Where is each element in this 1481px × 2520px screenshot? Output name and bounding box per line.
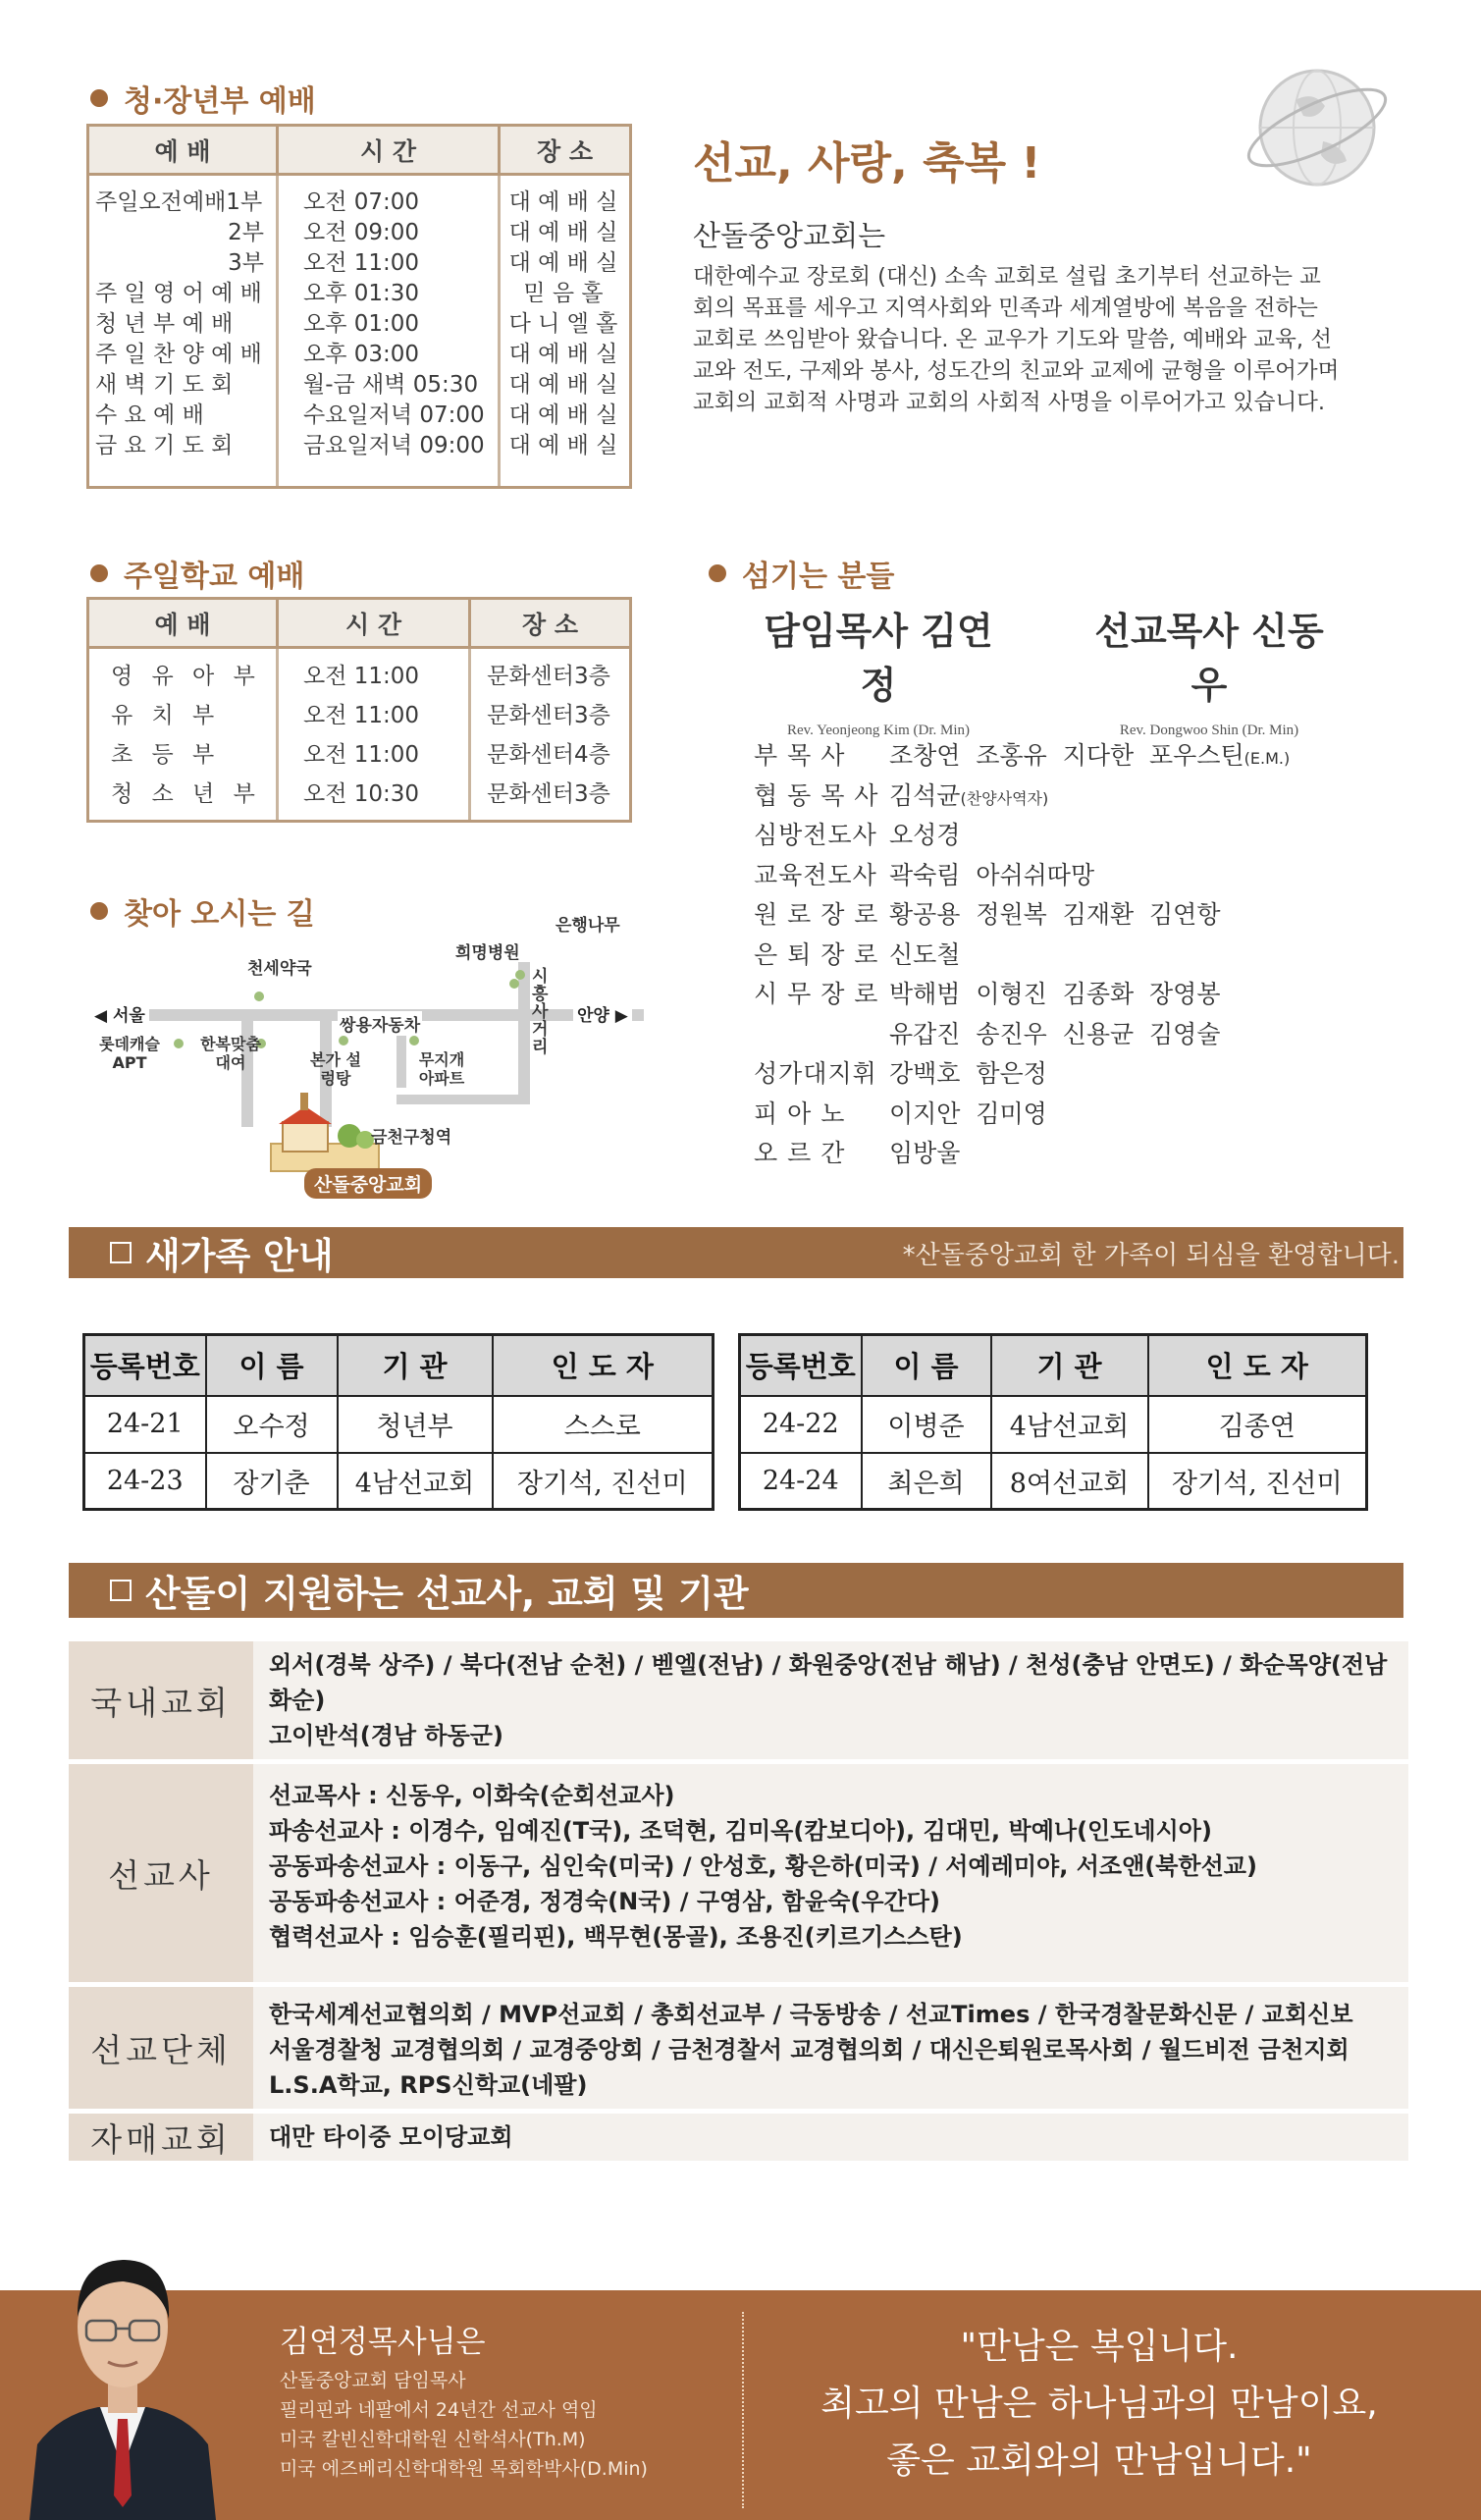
worship-time: 월-금 새벽 05:30 xyxy=(303,372,479,398)
staff-role: 심방전도사 xyxy=(754,821,877,850)
worship-name: 새 벽 기 도 회 xyxy=(95,372,234,398)
worship-time: 오후 01:30 xyxy=(303,281,420,306)
table-row xyxy=(84,1453,714,1510)
table-cell: 장기춘 xyxy=(206,1453,338,1510)
worship-place: 대 예 배 실 xyxy=(508,220,618,245)
staff-role: 은 퇴 장 로 xyxy=(754,939,879,969)
support-line: 공동파송선교사 : 어준경, 정경숙(N국) / 구영삼, 함윤숙(우간다) xyxy=(269,1888,940,1915)
map-label-anyang: 안양 ▶ xyxy=(573,1001,632,1026)
staff-row xyxy=(754,973,1290,1013)
worship-name: 초 등 부 xyxy=(111,742,221,768)
table-row xyxy=(89,340,629,370)
support-line: 파송선교사 : 이경수, 임예진(T국), 조덕현, 김미옥(캄보디아), 김대민, 박예나(인도네시아) xyxy=(269,1817,1212,1845)
support-row xyxy=(69,1987,1408,2109)
staff-names xyxy=(889,856,1094,891)
support-table xyxy=(69,1641,1408,2166)
worship-place: 문화센터3층 xyxy=(487,664,610,689)
worship-name: 주 일 찬 양 예 배 xyxy=(95,342,262,367)
table-row xyxy=(84,1396,714,1453)
staff-role: 협 동 목 사 xyxy=(754,780,879,810)
table-row xyxy=(740,1453,1367,1510)
table-row xyxy=(89,188,629,218)
worship-place: 대 예 배 실 xyxy=(508,372,618,398)
support-line: 외서(경북 상주) / 북다(전남 순천) / 벧엘(전남) / 화원중앙(전남 해남) / 천성(충남 안면도) / 화순목양(전남 화순) xyxy=(269,1651,1388,1714)
worship-name: 3부 xyxy=(228,250,264,276)
staff-row xyxy=(754,1052,1290,1093)
globe-icon xyxy=(1239,49,1396,206)
youth-worship-table: 예 배 시 간 장 소 주일오전예배1부 오전 07:00 대 예 배 실 2부 오전 09:00 대 예 배 실 3부 오전 11:00 대 예 배 실 주 일 영 어 예 배 오후 01:30 믿 음 홀 청 년 부 예 배 오후 01:00 다 니 엘 홀 주 일 찬 양 예 배 오후 03:00 대 예 배 실 새 벽 기 도 회 월-금 새벽 05:30 대 예 배 실 수 요 예 배 수요일저녁 07:00 대 예 배 실 금 요 기 도 회 금요일저녁 09:00 대 예 배 실 xyxy=(86,124,632,489)
table-row xyxy=(740,1396,1367,1453)
staff-list xyxy=(754,734,1290,1172)
worship-name: 2부 xyxy=(228,220,264,245)
support-content xyxy=(253,1641,1408,1759)
staff-name-text: 황공용 정원복 김재환 김연항 xyxy=(889,900,1221,930)
map-label-mujigae: 무지개 아파트 xyxy=(418,1050,465,1088)
footer-pastor-name: 김연정목사님은 xyxy=(280,2325,486,2360)
staff-row xyxy=(754,893,1290,934)
map-label-church: 산돌중앙교회 xyxy=(304,1168,432,1199)
worship-time: 오후 01:00 xyxy=(303,311,420,337)
staff-name-text: 이지안 김미영 xyxy=(889,1099,1047,1128)
worship-name: 영 유 아 부 xyxy=(111,664,261,689)
worship-time: 오전 10:30 xyxy=(303,781,420,807)
table-cell: 8여선교회 xyxy=(991,1453,1148,1510)
table-cell: 24-23 xyxy=(84,1453,206,1510)
missionary-pastor: 선교목사 신동우 Rev. Dongwoo Shin (Dr. Min) xyxy=(1094,609,1324,738)
staff-role: 시 무 장 로 xyxy=(754,980,879,1009)
staff-names xyxy=(889,816,960,851)
table-row xyxy=(89,370,629,401)
directions-title: 찾아 오시는 길 xyxy=(90,889,315,933)
worship-place: 대 예 배 실 xyxy=(508,433,618,458)
staff-role: 오 르 간 xyxy=(754,1139,846,1168)
support-content xyxy=(253,1987,1408,2109)
worship-time: 오전 11:00 xyxy=(303,703,420,728)
staff-names xyxy=(889,1015,1220,1050)
staff-row xyxy=(754,814,1290,854)
table-row xyxy=(89,775,629,814)
worship-place: 문화센터3층 xyxy=(487,781,610,807)
staff-role: 피 아 노 xyxy=(754,1099,846,1128)
intro-title: 선교, 사랑, 축복 ! xyxy=(693,138,1041,188)
support-label: 선교단체 xyxy=(69,1987,253,2109)
staff-name-text: 박해범 이형진 김종화 장영봉 xyxy=(889,980,1221,1009)
table-cell: 청년부 xyxy=(338,1396,493,1453)
footer-pastor-bio: 산돌중앙교회 담임목사 필리핀과 네팔에서 24년간 선교사 역임 미국 칼빈신학대학원 신학석사(Th.M) 미국 에즈베리신학대학원 목회학박사(D.Min) xyxy=(280,2370,648,2480)
table-cell: 24-21 xyxy=(84,1396,206,1453)
support-row xyxy=(69,2114,1408,2161)
staff-names xyxy=(889,936,960,971)
intro-subtitle: 산돌중앙교회는 xyxy=(693,219,886,252)
senior-pastor: 담임목사 김연정 Rev. Yeonjeong Kim (Dr. Min) xyxy=(764,609,993,738)
staff-names xyxy=(889,777,1048,812)
worship-place: 대 예 배 실 xyxy=(508,342,618,367)
staff-name-text: 강백호 함은정 xyxy=(889,1059,1047,1089)
staff-row xyxy=(754,854,1290,894)
checkbox-icon xyxy=(110,1580,132,1601)
worship-place: 문화센터3층 xyxy=(487,703,610,728)
staff-role: 부 목 사 xyxy=(754,741,846,771)
table-row xyxy=(89,401,629,431)
worship-place: 대 예 배 실 xyxy=(508,189,618,215)
staff-names xyxy=(889,1095,1047,1130)
staff-role: 원 로 장 로 xyxy=(754,900,879,930)
worship-name: 유 치 부 xyxy=(111,703,221,728)
worship-place: 다 니 엘 홀 xyxy=(508,311,618,337)
worship-time: 오전 07:00 xyxy=(303,189,420,215)
table-cell: 장기석, 진선미 xyxy=(1148,1453,1367,1510)
table-row xyxy=(89,696,629,735)
table-cell: 24-24 xyxy=(740,1453,862,1510)
table-cell: 장기석, 진선미 xyxy=(493,1453,714,1510)
servants-title: 섬기는 분들 xyxy=(709,552,894,595)
new-family-table-left: 등록번호 이 름 기 관 인 도 자 24-21 오수정 청년부 스스로 24-23 장기춘 4남선교회 장기석, 진선미 xyxy=(82,1333,714,1511)
map-label-ssangyong: 쌍용자동차 xyxy=(338,1011,422,1036)
staff-names xyxy=(889,736,1290,772)
support-line: 고이반석(경남 하동군) xyxy=(269,1722,503,1749)
worship-time: 오후 03:00 xyxy=(303,342,420,367)
map-label-bongabon: 본가 설렁탕 xyxy=(310,1050,361,1088)
worship-time: 오전 09:00 xyxy=(303,220,420,245)
footer-divider xyxy=(742,2312,744,2508)
support-line: 대만 타이중 모이당교회 xyxy=(269,2123,513,2151)
support-label: 자매교회 xyxy=(69,2114,253,2161)
support-row xyxy=(69,1641,1408,1759)
map-label-sihung: 시흥사거리 xyxy=(532,967,549,1057)
staff-name-text: 조창연 조홍유 지다한 포우스틴 xyxy=(889,741,1244,771)
table-row xyxy=(89,735,629,775)
staff-note: (찬양사역자) xyxy=(960,788,1049,808)
worship-time: 수요일저녁 07:00 xyxy=(303,402,485,428)
table-row xyxy=(89,218,629,248)
map-label-seoul: ◀ 서울 xyxy=(90,1001,149,1026)
table-cell: 이병준 xyxy=(862,1396,991,1453)
support-banner: 산돌이 지원하는 선교사, 교회 및 기관 xyxy=(69,1563,1403,1618)
staff-names xyxy=(889,895,1220,931)
table-row xyxy=(89,431,629,461)
support-content xyxy=(253,1764,1408,1982)
table-row xyxy=(89,657,629,696)
support-content xyxy=(253,2114,1408,2161)
support-line: L.S.A학교, RPS신학교(네팔) xyxy=(269,2071,588,2099)
worship-name: 주 일 영 어 예 배 xyxy=(95,281,262,306)
staff-row xyxy=(754,934,1290,974)
worship-name: 청 소 년 부 xyxy=(111,781,261,807)
checkbox-icon xyxy=(110,1242,132,1263)
staff-role: 성가대지휘 xyxy=(754,1059,877,1089)
staff-names xyxy=(889,1134,960,1169)
staff-row xyxy=(754,775,1290,815)
worship-name: 청 년 부 예 배 xyxy=(95,311,234,337)
map-label-guncheon: 금천구청역 xyxy=(371,1128,452,1148)
worship-time: 오전 11:00 xyxy=(303,742,420,768)
worship-time: 오전 11:00 xyxy=(303,250,420,276)
sunday-school-table: 예 배 시 간 장 소 영 유 아 부 오전 11:00 문화센터3층 유 치 부 오전 11:00 문화센터3층 초 등 부 오전 11:00 문화센터4층 청 소 년 부 오전 10:30 문화센터3층 xyxy=(86,597,632,823)
pastor-portrait xyxy=(29,2211,216,2520)
staff-name-text: 김석균 xyxy=(889,780,961,810)
directions-map xyxy=(84,903,644,1196)
table-cell: 4남선교회 xyxy=(338,1453,493,1510)
staff-row xyxy=(754,1013,1290,1053)
staff-names xyxy=(889,975,1220,1010)
worship-time: 오전 11:00 xyxy=(303,664,420,689)
support-line: 협력선교사 : 임승훈(필리핀), 백무현(몽골), 조용진(키르기스스탄) xyxy=(269,1923,963,1951)
worship-time: 금요일저녁 09:00 xyxy=(303,433,485,458)
staff-role: 교육전도사 xyxy=(754,860,877,889)
support-line: 선교목사 : 신동우, 이화숙(순회선교사) xyxy=(269,1782,675,1809)
new-family-table-right: 등록번호 이 름 기 관 인 도 자 24-22 이병준 4남선교회 김종연 24-24 최은희 8여선교회 장기석, 진선미 xyxy=(738,1333,1368,1511)
map-label-hanbok: 한복맞춤 대여 xyxy=(200,1035,261,1072)
staff-row xyxy=(754,1093,1290,1133)
bullet-icon xyxy=(90,564,108,582)
bullet-icon xyxy=(709,564,726,582)
table-cell: 24-22 xyxy=(740,1396,862,1453)
bullet-icon xyxy=(90,89,108,107)
table-row xyxy=(89,279,629,309)
table-cell: 김종연 xyxy=(1148,1396,1367,1453)
staff-row xyxy=(754,734,1290,775)
staff-name-text: 유갑진 송진우 신용균 김영술 xyxy=(889,1019,1221,1048)
worship-place: 믿 음 홀 xyxy=(523,281,604,306)
table-cell: 오수정 xyxy=(206,1396,338,1453)
footer-quote: "만남은 복입니다. 최고의 만남은 하나님과의 만남이요, 좋은 교회와의 만남입니다." xyxy=(820,2327,1378,2481)
staff-name-text: 오성경 xyxy=(889,821,961,850)
worship-place: 대 예 배 실 xyxy=(508,402,618,428)
map-label-cheonse: 천세약국 xyxy=(247,959,312,979)
table-cell: 최은희 xyxy=(862,1453,991,1510)
worship-name: 수 요 예 배 xyxy=(95,402,204,428)
sunday-school-title: 주일학교 예배 xyxy=(90,552,304,595)
staff-name-text: 곽숙림 아쉬쉬따망 xyxy=(889,860,1095,889)
support-row xyxy=(69,1764,1408,1982)
support-label: 선교사 xyxy=(69,1764,253,1982)
map-label-huimyeong: 희명병원 xyxy=(455,943,520,963)
worship-name: 금 요 기 도 회 xyxy=(95,433,234,458)
worship-place: 문화센터4층 xyxy=(487,742,610,768)
staff-note: (E.M.) xyxy=(1243,749,1291,769)
new-family-banner: 새가족 안내 *산돌중앙교회 한 가족이 되심을 환영합니다. xyxy=(69,1227,1403,1278)
youth-worship-title: 청·장년부 예배 xyxy=(90,77,316,120)
table-cell: 4남선교회 xyxy=(991,1396,1148,1453)
staff-name-text: 신도철 xyxy=(889,939,961,969)
support-line: 한국세계선교협의회 / MVP선교회 / 총회선교부 / 극동방송 / 선교Times / 한국경찰문화신문 / 교회신보 xyxy=(269,2001,1353,2028)
staff-row xyxy=(754,1132,1290,1172)
map-label-lotte: 롯데캐슬 APT xyxy=(99,1035,160,1072)
table-cell: 스스로 xyxy=(493,1396,714,1453)
support-label: 국내교회 xyxy=(69,1641,253,1759)
support-line: 공동파송선교사 : 이동구, 심인숙(미국) / 안성호, 황은하(미국) / 서예레미야, 서조앤(북한선교) xyxy=(269,1852,1257,1880)
worship-name: 주일오전예배1부 xyxy=(95,189,263,215)
staff-name-text: 임방울 xyxy=(889,1139,961,1168)
table-row xyxy=(89,309,629,340)
staff-names xyxy=(889,1054,1047,1090)
intro-body: 대한예수교 장로회 (대신) 소속 교회로 설립 초기부터 선교하는 교회의 목표를 세우고 지역사회와 민족과 세계열방에 복음을 전하는 교회로 쓰임받아 왔습니다. 온 교우가 기도와 말씀, 예배와 교육, 선교와 전도, 구제와 봉사, 성도간의 친교와 교제에 균형을 이루어가며 교회의 교회적 사명과 교회의 사회적 사명을 이루어가고 있습니다. xyxy=(693,264,1340,415)
worship-place: 대 예 배 실 xyxy=(508,250,618,276)
map-label-eunhaeng: 은행나무 xyxy=(555,916,620,936)
table-row xyxy=(89,248,629,279)
support-line: 서울경찰청 교경협의회 / 교경중앙회 / 금천경찰서 교경협의회 / 대신은퇴원로목사회 / 월드비전 금천지회 xyxy=(269,2036,1349,2064)
